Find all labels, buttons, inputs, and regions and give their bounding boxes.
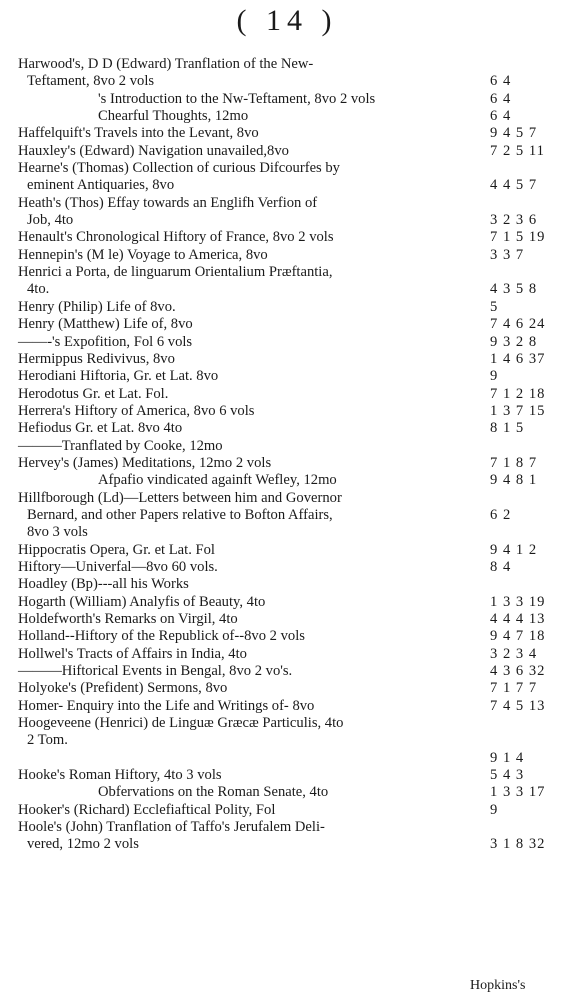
entry-numbers: 9 4 1 2 xyxy=(490,541,538,558)
entry-title: Job, 4to xyxy=(27,212,74,229)
entry-title: Haffelquift's Travels into the Levant, 8vo xyxy=(18,125,259,142)
catalog-entry xyxy=(0,646,574,663)
entry-title: 8vo 3 vols xyxy=(27,524,88,541)
entry-numbers: 3 1 8 32 xyxy=(490,836,546,853)
catalog-entry xyxy=(0,819,574,836)
entry-numbers: 9 4 8 1 xyxy=(490,472,538,489)
catalog-entry xyxy=(0,247,574,264)
entry-title: Herodotus Gr. et Lat. Fol. xyxy=(18,385,169,402)
catalog-entry xyxy=(0,229,574,246)
entry-title: Teftament, 8vo 2 vols xyxy=(27,73,155,90)
catalog-entry xyxy=(0,680,574,697)
entry-numbers: 6 2 xyxy=(490,506,512,523)
entry-numbers: 7 4 5 13 xyxy=(490,697,546,714)
entry-title: Holdefworth's Remarks on Virgil, 4to xyxy=(18,611,238,627)
entry-numbers: 3 2 3 6 xyxy=(490,212,538,229)
entry-title: 2 Tom. xyxy=(27,732,68,749)
entry-title: 4to. xyxy=(27,281,50,298)
entry-title: Holyoke's (Prefident) Sermons, 8vo xyxy=(18,680,228,697)
entry-numbers: 5 xyxy=(490,298,499,315)
entry-title: Henry (Philip) Life of 8vo. xyxy=(18,298,176,315)
entry-title: Hennepin's (M le) Voyage to America, 8vo xyxy=(18,246,268,263)
catalog-entry xyxy=(0,403,574,420)
entry-title: Afpafio vindicated againft Wefley, 12mo xyxy=(98,472,337,489)
entry-numbers: 7 2 5 11 xyxy=(490,142,545,159)
catalog-entry xyxy=(0,455,574,472)
entry-numbers: 4 4 5 7 xyxy=(490,177,538,194)
entry-title: Heath's (Thos) Effay towards an Englifh Verfion of xyxy=(18,194,318,211)
entry-title: Henry (Matthew) Life of, 8vo xyxy=(18,316,193,333)
entry-title: Chearful Thoughts, 12mo xyxy=(98,108,249,125)
entry-title: Hauxley's (Edward) Navigation unavailed,8vo xyxy=(18,142,289,159)
entry-numbers: 1 3 3 17 xyxy=(490,784,546,801)
entry-numbers: 9 4 7 18 xyxy=(490,628,546,645)
catalog-entry xyxy=(0,195,574,212)
entry-title: Bernard, and other Papers relative to Bofton Affairs, xyxy=(27,506,333,523)
catalog-entry xyxy=(0,212,574,229)
entry-title: 's Introduction to the Nw-Teftament, 8vo 2 vols xyxy=(98,90,376,107)
entry-numbers: 9 3 2 8 xyxy=(490,333,538,350)
catalog-entry xyxy=(0,524,574,541)
entry-title: Hearne's (Thomas) Collection of curious Difcourfes by xyxy=(18,160,340,177)
catalog-entry xyxy=(0,316,574,333)
catalog-entry xyxy=(0,108,574,125)
catalog-entry xyxy=(0,490,574,507)
entry-numbers: 9 xyxy=(490,801,499,818)
entry-numbers: 7 1 2 18 xyxy=(490,385,546,402)
entry-title: Harwood's, D D (Edward) Tranflation of the New- xyxy=(18,56,314,72)
entry-title: Hoadley (Bp)---all his Works xyxy=(18,576,189,593)
entry-title: Hillfborough (Ld)—Letters between him and Governor xyxy=(18,489,342,506)
entry-title: Hermippus Redivivus, 8vo xyxy=(18,350,175,367)
entry-title: Hiftory—Univerfal—8vo 60 vols. xyxy=(18,558,218,575)
catalog-entry xyxy=(0,594,574,611)
entry-numbers: 7 4 6 24 xyxy=(490,316,546,333)
entry-title: Hervey's (James) Meditations, 12mo 2 vols xyxy=(18,454,272,471)
catalog-entry xyxy=(0,56,574,73)
entry-title: ———Hiftorical Events in Bengal, 8vo 2 vo's. xyxy=(18,663,293,680)
entry-numbers: 9 4 5 7 xyxy=(490,125,538,142)
catalog-entry xyxy=(0,160,574,177)
entry-title: vered, 12mo 2 vols xyxy=(27,836,139,853)
catalog-entry xyxy=(0,750,574,767)
catalog-entry xyxy=(0,732,574,749)
catalog-entry xyxy=(0,91,574,108)
catalog-entry xyxy=(0,611,574,628)
entry-numbers: 1 3 7 15 xyxy=(490,402,546,419)
entry-title: Homer- Enquiry into the Life and Writings of- 8vo xyxy=(18,697,315,714)
catalog-entry xyxy=(0,299,574,316)
catalog-entry xyxy=(0,698,574,715)
entry-title: Holland--Hiftory of the Republick of--8vo 2 vols xyxy=(18,628,305,645)
catalog-entry xyxy=(0,334,574,351)
entry-numbers: 1 4 6 37 xyxy=(490,350,546,367)
entry-title: Hoogeveene (Henrici) de Linguæ Græcæ Particulis, 4to xyxy=(18,715,344,732)
catalog-entry xyxy=(0,143,574,160)
entry-title: Hogarth (William) Analyfis of Beauty, 4to xyxy=(18,593,266,610)
entry-numbers: 8 1 5 xyxy=(490,420,525,437)
entry-title: Obfervations on the Roman Senate, 4to xyxy=(98,784,329,801)
entry-title: Herrera's Hiftory of America, 8vo 6 vols xyxy=(18,402,255,419)
entry-numbers: 3 2 3 4 xyxy=(490,645,538,662)
catalog-entry xyxy=(0,351,574,368)
entry-numbers: 9 1 4 xyxy=(490,749,525,766)
entry-title: Hooke's Roman Hiftory, 4to 3 vols xyxy=(18,767,222,784)
catalog-entry xyxy=(0,177,574,194)
entry-numbers: 6 4 xyxy=(490,108,512,125)
entry-title: Henrici a Porta, de linguarum Orientalium Præftantia, xyxy=(18,264,333,281)
entry-numbers: 5 4 3 xyxy=(490,767,525,784)
entry-numbers: 7 1 8 7 xyxy=(490,454,538,471)
entry-title: Hippocratis Opera, Gr. et Lat. Fol xyxy=(18,541,215,558)
catalog-list xyxy=(0,56,574,854)
catalog-entry xyxy=(0,420,574,437)
catalog-entry xyxy=(0,507,574,524)
catalog-entry xyxy=(0,628,574,645)
entry-title: Hollwel's Tracts of Affairs in India, 4to xyxy=(18,645,247,662)
catalog-entry xyxy=(0,281,574,298)
catalog-entry xyxy=(0,559,574,576)
entry-title: Herodiani Hiftoria, Gr. et Lat. 8vo xyxy=(18,368,219,385)
catalog-entry xyxy=(0,663,574,680)
entry-title: ——-'s Expofition, Fol 6 vols xyxy=(18,333,193,350)
entry-numbers: 6 4 xyxy=(490,73,512,90)
catalog-entry xyxy=(0,264,574,281)
entry-title: Hooker's (Richard) Ecclefiaftical Polity, Fol xyxy=(18,801,276,818)
entry-numbers: 4 3 5 8 xyxy=(490,281,538,298)
entry-title: ———Tranflated by Cooke, 12mo xyxy=(18,437,223,454)
catalog-entry xyxy=(0,802,574,819)
entry-numbers: 7 1 7 7 xyxy=(490,680,538,697)
entry-title: Henault's Chronological Hiftory of France, 8vo 2 vols xyxy=(18,229,334,246)
entry-title: Hoole's (John) Tranflation of Taffo's Jerufalem Deli- xyxy=(18,819,325,836)
entry-numbers: 6 4 xyxy=(490,90,512,107)
entry-numbers: 9 xyxy=(490,368,499,385)
entry-numbers: 1 3 3 19 xyxy=(490,593,546,610)
entry-title: eminent Antiquaries, 8vo xyxy=(27,177,175,194)
catalog-entry xyxy=(0,836,574,853)
entry-numbers: 4 3 6 32 xyxy=(490,663,546,680)
catalog-entry xyxy=(0,767,574,784)
entry-numbers: 7 1 5 19 xyxy=(490,229,546,246)
catalog-entry xyxy=(0,73,574,90)
catalog-entry xyxy=(0,125,574,142)
page-number: ( 14 ) xyxy=(236,4,338,37)
catalog-entry xyxy=(0,368,574,385)
catchword: Hopkins's xyxy=(470,978,526,993)
entry-numbers: 4 4 4 13 xyxy=(490,611,546,627)
catalog-entry xyxy=(0,472,574,489)
catalog-entry xyxy=(0,542,574,559)
catalog-entry xyxy=(0,386,574,403)
entry-title: Hefiodus Gr. et Lat. 8vo 4to xyxy=(18,420,183,437)
entry-numbers: 3 3 7 xyxy=(490,246,525,263)
catalog-entry xyxy=(0,784,574,801)
catalog-entry xyxy=(0,438,574,455)
catalog-entry xyxy=(0,715,574,732)
entry-numbers: 8 4 xyxy=(490,558,512,575)
catalog-entry xyxy=(0,576,574,593)
